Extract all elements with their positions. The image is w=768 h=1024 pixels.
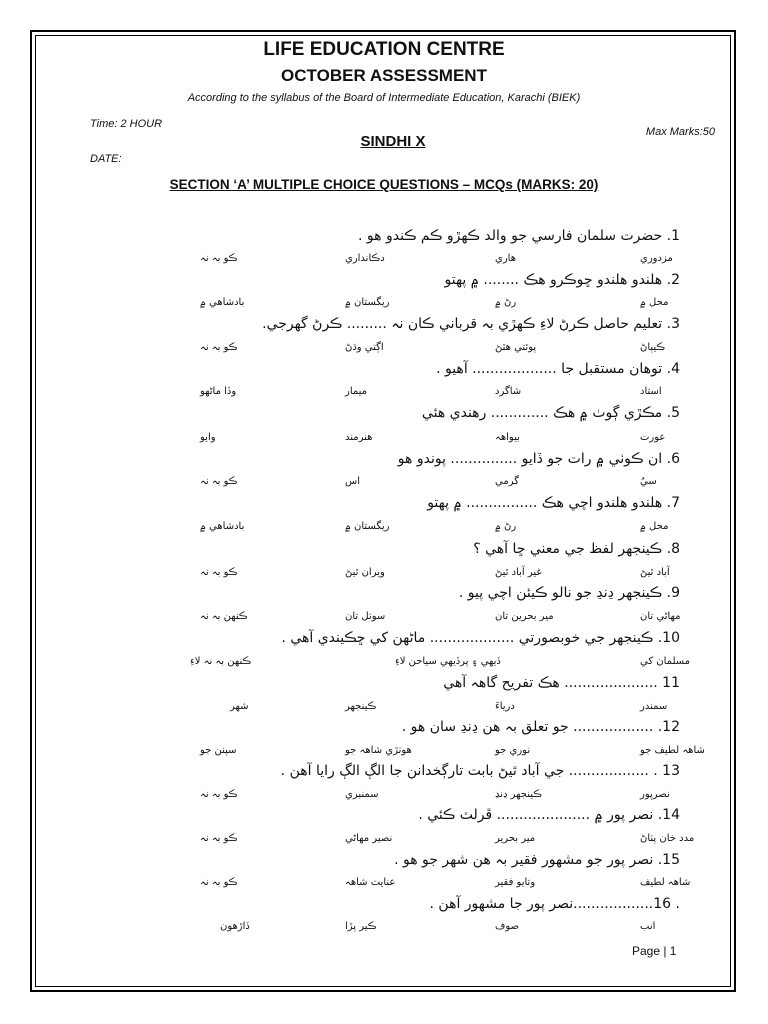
max-marks-label: Max Marks:50: [645, 126, 715, 138]
question-10-option-b: ڏيهي ۽ پرڏيهي سياحن لاءِ: [395, 656, 501, 667]
question-7-option-a: محل ۾: [640, 521, 669, 532]
question-4-option-d: وڏا ماڻهو: [200, 386, 237, 397]
question-13-option-b: ڪينجهر ڍنڍ: [495, 789, 542, 800]
question-15-option-b: وتايو فقير: [495, 877, 536, 888]
page-number: Page | 1: [632, 944, 677, 958]
question-8-option-b: غير آباد ٿيڻ: [495, 567, 542, 578]
question-11-option-a: سمندر: [640, 701, 668, 712]
question-1: 1. حضرت سلمان فارسي جو والد ڪهڙو ڪم ڪندو هو .: [358, 228, 680, 244]
question-13-option-c: سمنبري: [345, 789, 379, 800]
date-label: DATE:: [90, 153, 122, 165]
question-6-option-a: سيُ: [640, 476, 657, 487]
question-10-option-c: ڪنهن بہ نہ لاءِ: [190, 656, 252, 667]
section-title: SECTION ‘A’ MULTIPLE CHOICE QUESTIONS – MCQs (MARKS: 20): [169, 177, 599, 192]
question-9-option-b: مير بحرين تان: [495, 611, 554, 622]
question-2-option-d: بادشاهي ۾: [200, 297, 245, 308]
question-11-option-b: درياءَ: [495, 701, 515, 712]
question-9-option-a: مهاڻي تان: [640, 611, 681, 622]
question-2-option-b: رڻ ۾: [495, 297, 517, 308]
question-16: . 16..................نصر پور جا مشهور آهن .: [429, 896, 680, 912]
question-13: 13 . .................. جي آباد ٿيڻ بابت تارڳخدانن جا الڳ الڳ رايا آهن .: [280, 763, 680, 779]
question-7: 7. هلندو هلندو اچي هڪ ................ ۾ پهتو: [427, 495, 680, 511]
question-4-option-b: شاگرد: [495, 386, 522, 397]
question-3-option-b: پوئتي هٽڻ: [495, 342, 537, 353]
question-1-option-c: دڪانداري: [345, 253, 385, 264]
question-5-option-c: هنرمند: [345, 432, 373, 443]
time-label: Time: 2 HOUR: [90, 118, 163, 130]
question-3-option-d: ڪو بہ نہ: [200, 342, 238, 353]
question-14-option-c: نصير مهاڻي: [345, 833, 393, 844]
question-13-option-a: نصرپور: [640, 789, 670, 800]
question-10-option-a: مسلمان کي: [640, 656, 691, 667]
question-15-option-d: ڪو بہ نہ: [200, 877, 238, 888]
question-3: 3. تعليم حاصل ڪرڻ لاءِ ڪهڙي بہ قرباني ڪان نہ ......... ڪرڻ گهرجي.: [262, 316, 680, 332]
question-9-option-c: سوتل تان: [345, 611, 386, 622]
question-2: 2. هلندو هلندو ڇوڪرو هڪ ........ ۾ پهتو: [444, 272, 680, 288]
question-15-option-a: شاهہ لطيف: [640, 877, 691, 888]
question-10: 10. ڪينجهر جي خوبصورتي ................... ماڻهن کي ڇڪيندي آهي .: [281, 630, 680, 646]
syllabus-note: According to the syllabus of the Board of Intermediate Education, Karachi (BIEK): [187, 92, 581, 104]
question-5: 5. مڪڙي ڳوٺ ۾ هڪ ............. رهندي هئي: [421, 405, 680, 421]
question-6-option-c: اس: [345, 476, 360, 487]
question-16-option-a: انب: [640, 921, 656, 932]
question-3-option-a: ڪيٻاڻ: [640, 342, 666, 353]
question-12-option-a: شاهہ لطيف جو: [640, 745, 705, 756]
question-11: 11 ..................... هڪ تفريح گاهہ آهي: [443, 675, 680, 691]
question-14: 14. نصر پور ۾ ..................... ڦرلٽ ڪئي .: [418, 807, 680, 823]
question-12-option-c: هوٺڙي شاهہ جو: [345, 745, 412, 756]
question-4-option-a: استاد: [640, 386, 662, 397]
question-12-option-b: نوري جو: [495, 745, 531, 756]
question-1-option-a: مزدوري: [640, 253, 673, 264]
question-11-option-c: ڪينجهر: [345, 701, 377, 712]
question-6-option-d: ڪو بہ نہ: [200, 476, 238, 487]
question-14-option-a: مدد خان پٺاڻ: [640, 833, 695, 844]
question-1-option-d: ڪو بہ نہ: [200, 253, 238, 264]
question-3-option-c: اڳتي وڌڻ: [345, 342, 384, 353]
question-12-option-d: سپنن جو: [200, 745, 237, 756]
question-9-option-d: ڪنهن بہ نہ: [200, 611, 248, 622]
question-1-option-b: هاري: [495, 253, 516, 264]
question-13-option-d: ڪو بہ نہ: [200, 789, 238, 800]
question-4: 4. توهان مستقبل جا ................... آهيو .: [436, 361, 680, 377]
question-8-option-c: ويران ٿيڻ: [345, 567, 385, 578]
question-16-option-c: ڪير پڙا: [345, 921, 377, 932]
question-5-option-a: عورت: [640, 432, 666, 443]
question-12: 12. .................. جو تعلق بہ هن ڍنڍ سان هو .: [401, 719, 680, 735]
question-15: 15. نصر پور جو مشهور فقير بہ هن شهر جو هو .: [394, 852, 680, 868]
question-2-option-c: ريگستان ۾: [345, 297, 390, 308]
question-9: 9. ڪينجهر ڍنڍ جو نالو ڪيئن اچي پيو .: [458, 585, 680, 601]
question-14-option-d: ڪو بہ نہ: [200, 833, 238, 844]
question-5-option-b: بيواهہ: [495, 432, 520, 443]
question-16-option-b: صوف: [495, 921, 520, 932]
question-2-option-a: محل ۾: [640, 297, 669, 308]
question-8-option-a: آباد ٿيڻ: [640, 567, 670, 578]
question-7-option-c: ريگستان ۾: [345, 521, 390, 532]
question-11-option-d: شهر: [230, 701, 249, 712]
question-6: 6. ان ڪوٺي ۾ رات جو ڏايو ............... پوندو هو: [397, 451, 680, 467]
subject-title: SINDHI X: [360, 133, 426, 150]
question-7-option-d: بادشاهي ۾: [200, 521, 245, 532]
question-15-option-c: عنايت شاهہ: [345, 877, 396, 888]
question-16-option-d: ڏاڙهون: [220, 921, 250, 932]
question-6-option-b: گرمي: [495, 476, 519, 487]
question-7-option-b: رڻ ۾: [495, 521, 517, 532]
question-4-option-c: ميمار: [345, 386, 368, 397]
assessment-title: OCTOBER ASSESSMENT: [281, 66, 487, 85]
institution-title: LIFE EDUCATION CENTRE: [263, 39, 505, 60]
question-5-option-d: وايو: [200, 432, 216, 443]
question-8: 8. ڪينجهر لفظ جي معني ڇا آهي ؟: [473, 541, 680, 557]
question-8-option-d: ڪو بہ نہ: [200, 567, 238, 578]
question-14-option-b: مير بحرير: [495, 833, 536, 844]
